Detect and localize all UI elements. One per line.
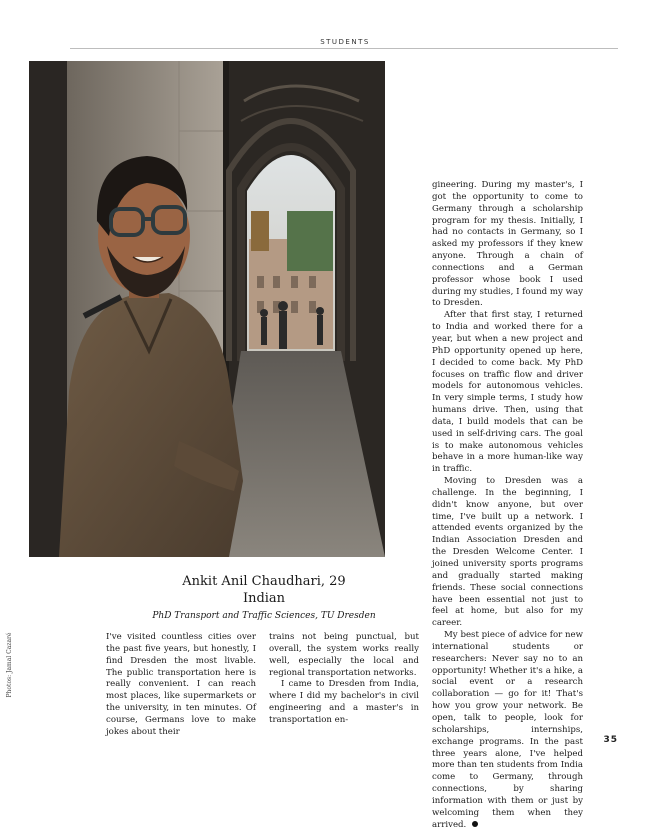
paragraph: gineering. During my master's, I got the opportunity to come to Germany through a scholarship program for my thesis. Initially, I had no contacts in Germany, so I asked my professors if they knew anyone. Through a chain of connections and a German professor whose book I used during my studies, I found my way to Dresden. <box>432 180 583 309</box>
paragraph: trains not being punctual, but overall, the system works really well, especially the local and regional transportation networks. <box>269 632 419 678</box>
paragraph-text: My best piece of advice for new international students or researchers: Never say no to an opportunity! Whether it's a hike, a social event or a research collaboration — go for it! That's how you grow your network. Be open, talk to people, look for scholarships, internships, exchange programs. In the past three years alone, I've helped more than ten students from India come to Germany, through connections, by sharing information with them or just by welcoming them when they arrived. <box>432 630 583 830</box>
paragraph: I've visited countless cities over the past five years, but honestly, I find Dresden the most livable. The public transportation here is really convenient. I can reach most places, like supermarkets or the university, in ten minutes. Of course, Germans love to make jokes about their <box>106 632 256 737</box>
article-column-3 <box>432 180 583 831</box>
end-mark-icon <box>472 821 478 827</box>
section-label: STUDENTS <box>320 38 370 46</box>
caption-role: PhD Transport and Traffic Sciences, TU Dresden <box>152 611 376 621</box>
article-column-2 <box>269 632 419 727</box>
header-rule <box>70 48 618 49</box>
portrait-photo <box>29 61 385 557</box>
article-column-1 <box>106 632 256 739</box>
paragraph: Moving to Dresden was a challenge. In the beginning, I didn't know anyone, but over time, I've built up a network. I attended events organized by the Indian Association Dresden and the Dresden Welcome Center. I joined university sports programs and gradually started making friends. These social connections have been essential not just to feel at home, but also for my career. <box>432 476 583 629</box>
page-number: 35 <box>603 735 618 745</box>
last-paragraph <box>432 630 583 831</box>
caption-name: Ankit Anil Chaudhari, 29 <box>182 574 346 589</box>
paragraph: After that first stay, I returned to India and worked there for a year, but when a new project and PhD opportunity opened up here, I decided to come back. My PhD focuses on traffic flow and driver models for autonomous vehicles. In very simple terms, I study how humans drive. Then, using that data, I build models that can be used in self-driving cars. The goal is to make autonomous vehicles behave in a more human-like way in traffic. <box>432 310 583 475</box>
paragraph: I came to Dresden from India, where I did my bachelor's in civil engineering and a master's in transportation en- <box>269 679 419 725</box>
photo-credit: Photos: Jamal Cazaré <box>6 632 13 698</box>
caption-nationality: Indian <box>242 591 286 606</box>
